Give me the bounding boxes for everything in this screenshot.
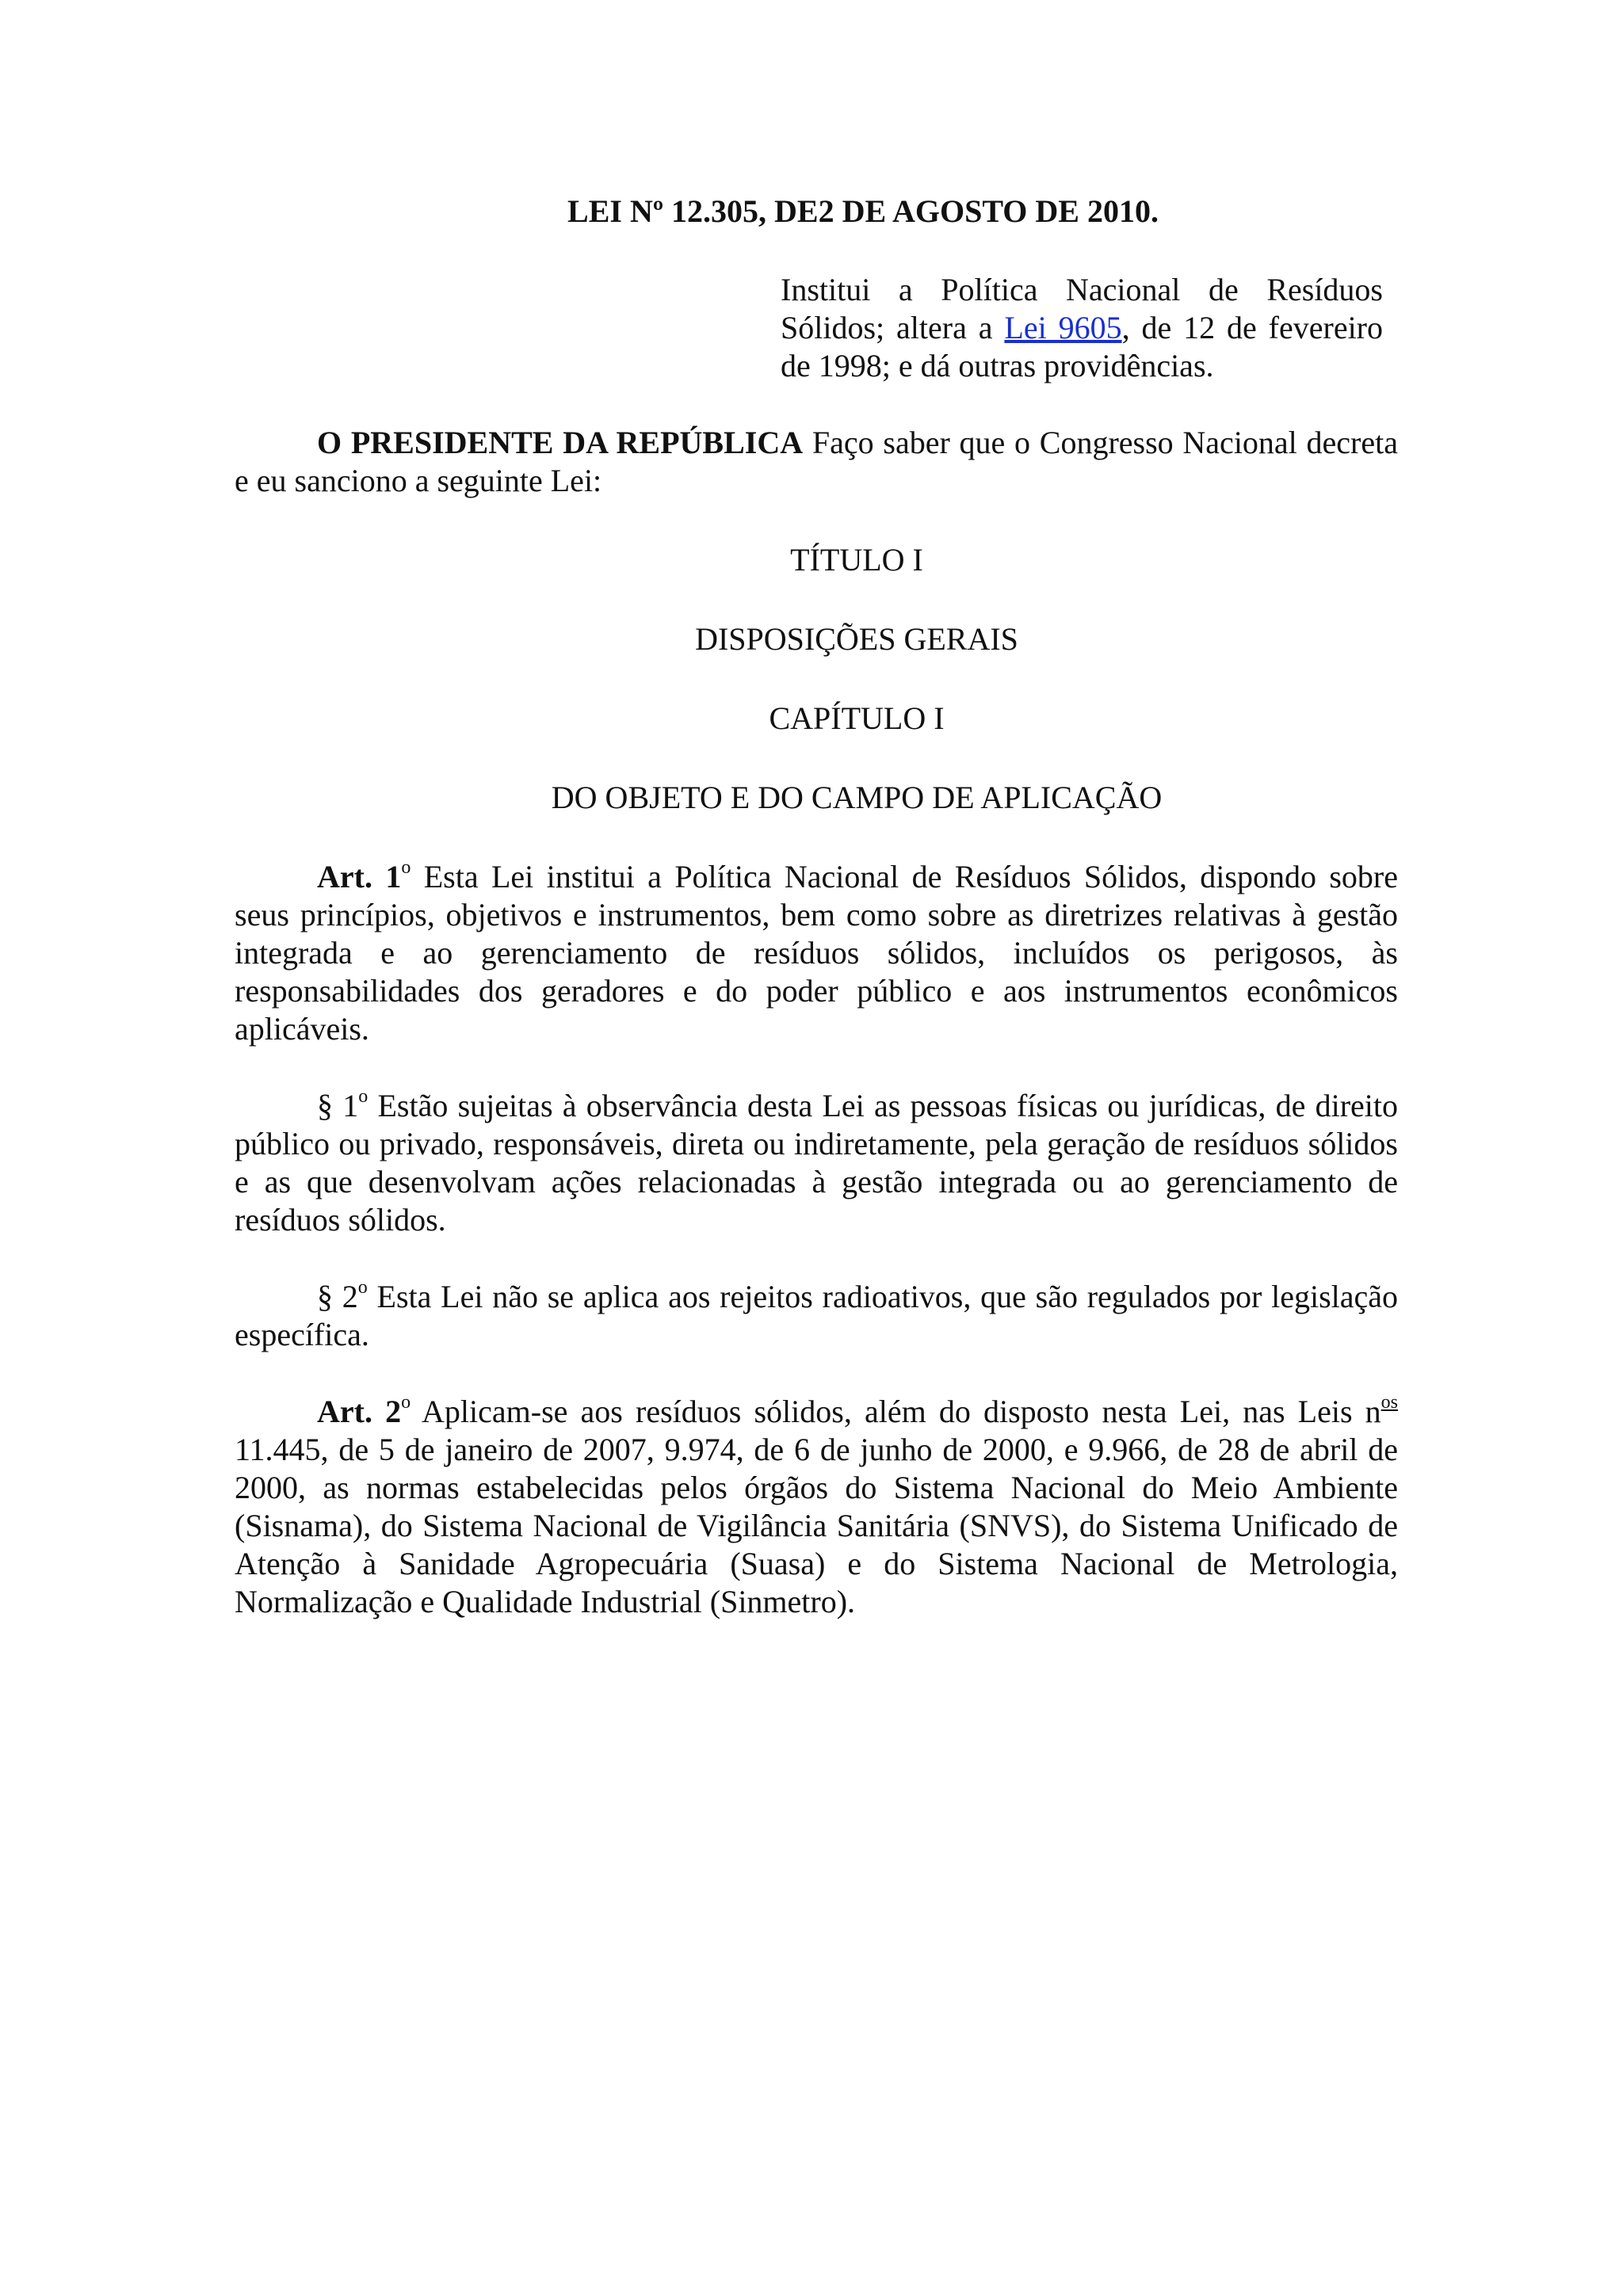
paragraph-2-text: Esta Lei não se aplica aos rejeitos radioativos, que são regulados por legislação específica.	[235, 1279, 1399, 1352]
preamble-text: Faço saber que o Congresso Nacional decreta e eu sanciono a seguinte Lei:	[235, 425, 1398, 498]
article-2-plural-ordinal: os	[1381, 1391, 1399, 1413]
law-title: LEI Nº 12.305, DE2 DE AGOSTO DE 2010.	[567, 193, 1159, 229]
law-ementa	[781, 271, 1383, 385]
article-2-ordinal: o	[401, 1391, 411, 1413]
ementa-text-end: , de 12 de fevereiro de 1998; e dá outras providências.	[781, 310, 1383, 383]
article-2-label: Art. 2	[317, 1394, 402, 1429]
titulo-name: DISPOSIÇÕES GERAIS	[695, 621, 1018, 657]
capitulo-heading: CAPÍTULO I	[769, 700, 945, 736]
article-2-text-a: Aplicam-se aos resíduos sólidos, além do disposto nesta Lei, nas Leis n	[411, 1394, 1381, 1429]
paragraph-1	[235, 1087, 1398, 1239]
paragraph-2	[235, 1278, 1398, 1354]
article-1	[235, 858, 1398, 1048]
paragraph-1-label: § 1	[317, 1088, 359, 1123]
paragraph-1-text: Estão sujeitas à observância desta Lei as pessoas físicas ou jurídicas, de direito público ou privado, responsáveis, direta ou indiretamente, pela geração de resíduos sólidos e as que desenvolvam ações relacionadas à gestão integrada ou ao gerenciamento de resíduos sólidos.	[235, 1088, 1398, 1238]
article-2	[235, 1393, 1398, 1621]
lei-9605-link[interactable]: Lei 9605	[1004, 310, 1122, 345]
paragraph-2-label: § 2	[317, 1279, 358, 1314]
article-1-ordinal: o	[401, 856, 411, 878]
article-1-label: Art. 1	[317, 859, 402, 894]
article-1-text: Esta Lei institui a Política Nacional de Resíduos Sólidos, dispondo sobre seus princípios, objetivos e instrumentos, bem como sobre as diretrizes relativas à gestão integrada e ao gerenciamento de resíduos sólidos, incluídos os perigosos, às responsabilidades dos geradores e do poder público e aos instrumentos econômicos aplicáveis.	[235, 859, 1398, 1047]
capitulo-name: DO OBJETO E DO CAMPO DE APLICAÇÃO	[551, 780, 1163, 815]
preamble	[235, 424, 1398, 500]
paragraph-2-ordinal: o	[357, 1276, 368, 1298]
article-2-text-b: 11.445, de 5 de janeiro de 2007, 9.974, de 6 de junho de 2000, e 9.966, de 28 de abril de 2000, as normas estabelecidas pelos órgãos do Sistema Nacional do Meio Ambiente (Sisnama), do Sistema Nacional de Vigilância Sanitária (SNVS), do Sistema Unificado de Atenção à Sanidade Agropecuária (Suasa) e do Sistema Nacional de Metrologia, Normalização e Qualidade Industrial (Sinmetro).	[235, 1432, 1398, 1619]
paragraph-1-ordinal: o	[358, 1085, 369, 1107]
preamble-bold: O PRESIDENTE DA REPÚBLICA	[317, 425, 804, 460]
titulo-heading: TÍTULO I	[790, 542, 923, 578]
ementa-text-start: Institui a Política Nacional de Resíduos Sólidos; altera a	[781, 272, 1383, 345]
